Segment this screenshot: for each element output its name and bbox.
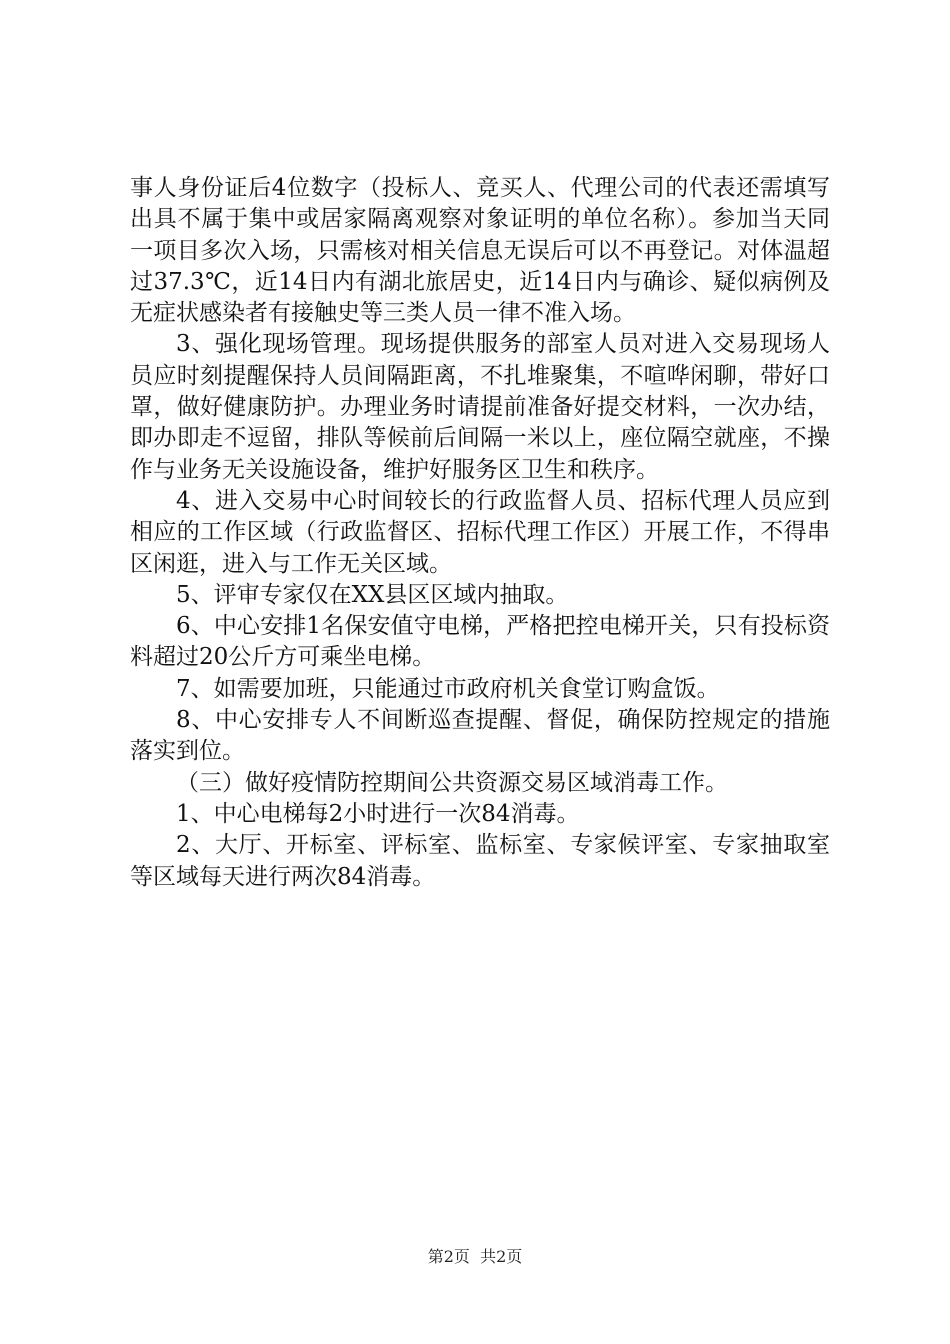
paragraph-disinfect-2: 2、大厅、开标室、评标室、监标室、专家候评室、专家抽取室等区域每天进行两次84消毒。 xyxy=(130,832,830,890)
paragraph-item-6: 6、中心安排1名保安值守电梯，严格把控电梯开关，只有投标资料超过20公斤方可乘坐电梯。 xyxy=(130,613,830,671)
paragraph-item-7: 7、如需要加班，只能通过市政府机关食堂订购盒饭。 xyxy=(176,675,720,702)
paragraph-item-8: 8、中心安排专人不间断巡查提醒、督促，确保防控规定的措施落实到位。 xyxy=(130,707,830,765)
page-footer: 第2页 共2页 xyxy=(427,1247,523,1266)
paragraph-item-3: 3、强化现场管理。现场提供服务的部室人员对进入交易现场人员应时刻提醒保持人员间隔距离，不扎堆聚集，不喧哗闲聊，带好口罩，做好健康防护。办理业务时请提前准备好提交材料，一次办结，即办即走不逗留，排队等候前后间隔一米以上，座位隔空就座，不操作与业务无关设施设备，维护好服务区卫生和秩序。 xyxy=(130,331,830,483)
paragraph-continuation: 事人身份证后4位数字（投标人、竞买人、代理公司的代表还需填写出具不属于集中或居家隔离观察对象证明的单位名称）。参加当天同一项目多次入场，只需核对相关信息无误后可以不再登记。对体温超过37.3℃，近14日内有湖北旅居史，近14日内与确诊、疑似病例及无症状感染者有接触史等三类人员一律不准入场。 xyxy=(130,175,830,327)
document-body xyxy=(130,173,830,893)
paragraph-item-4: 4、进入交易中心时间较长的行政监督人员、招标代理人员应到相应的工作区域（行政监督区、招标代理工作区）开展工作，不得串区闲逛，进入与工作无关区域。 xyxy=(130,487,830,577)
section-heading-3: （三）做好疫情防控期间公共资源交易区域消毒工作。 xyxy=(176,769,728,796)
paragraph-item-5: 5、评审专家仅在XX县区区域内抽取。 xyxy=(176,581,569,608)
paragraph-disinfect-1: 1、中心电梯每2小时进行一次84消毒。 xyxy=(176,800,580,827)
